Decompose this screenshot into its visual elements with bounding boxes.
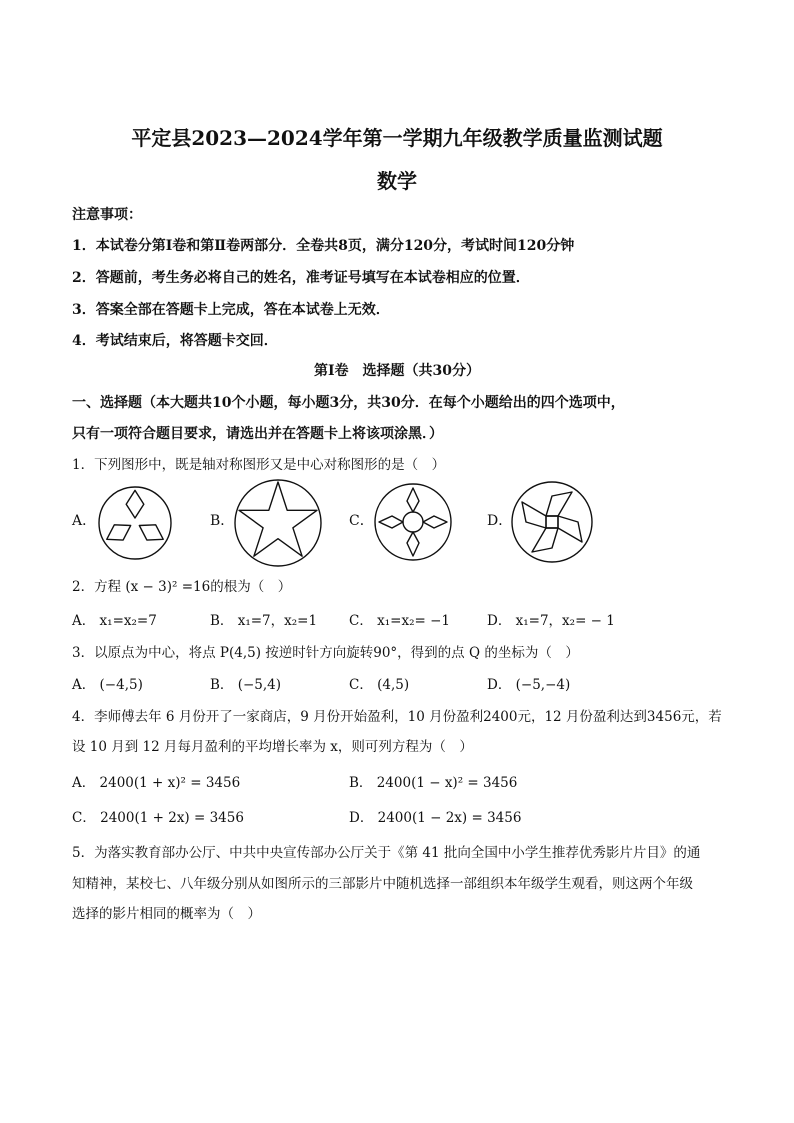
q4-stem-line1: 4．李师傅去年 6 月份开了一家商店，9 月份开始盈利，10 月份盈利2400元，12 月份盈利达到3456元，若	[72, 709, 722, 725]
q3-option-b: B． (−5,4)	[210, 677, 282, 693]
q1-figure-c-four-rhombus-icon	[373, 482, 453, 562]
q5-stem-line2: 知精神，某校七、八年级分别从如图所示的三部影片中随机选择一部组织本年级学生观看，则这两个年级	[72, 876, 693, 892]
notes-heading: 注意事项：	[72, 207, 142, 223]
q3-option-c: C． (4,5)	[349, 677, 410, 693]
q4-option-a: A． 2400(1 + x)² = 3456	[72, 775, 241, 791]
q1-option-a-label: A．	[72, 513, 97, 529]
q5-stem-line1: 5．为落实教育部办公厅、中共中央宣传部办公厅关于《第 41 批向全国中小学生推荐优秀影片片目》的通	[72, 845, 701, 861]
q4-option-d: D． 2400(1 − 2x) = 3456	[349, 810, 522, 826]
q2-option-c: C． x₁=x₂= −1	[349, 613, 450, 629]
q4-option-c: C． 2400(1 + 2x) = 3456	[72, 810, 244, 826]
q5-stem-line3: 选择的影片相同的概率为（ ）	[72, 906, 261, 922]
q1-option-d-label: D．	[487, 513, 513, 529]
q1-option-c-label: C．	[349, 513, 374, 529]
subject-title: 数学	[377, 169, 417, 193]
note-item-1: 1．本试卷分第Ⅰ卷和第Ⅱ卷两部分．全卷共8页，满分120分，考试时间120分钟	[72, 238, 575, 254]
section-instructions-line2: 只有一项符合题目要求，请选出并在答题卡上将该项涂黑．）	[72, 426, 443, 442]
part1-heading: 第Ⅰ卷 选择题（共30分）	[313, 363, 481, 379]
q3-option-a: A． (−4,5)	[72, 677, 143, 693]
q3-stem: 3．以原点为中心，将点 P(4,5) 按逆时针方向旋转90°，得到的点 Q 的坐标为（ ）	[72, 645, 579, 661]
q4-stem-line2: 设 10 月到 12 月每月盈利的平均增长率为 x，则可列方程为（ ）	[72, 739, 473, 755]
q1-option-b-label: B．	[210, 513, 235, 529]
q2-option-a: A． x₁=x₂=7	[72, 613, 157, 629]
q2-stem: 2．方程 (x − 3)² =16的根为（ ）	[72, 579, 292, 595]
q1-figure-a-three-rhombus-icon	[97, 485, 173, 561]
note-item-3: 3．答案全部在答题卡上完成，答在本试卷上无效．	[72, 302, 390, 318]
q1-stem: 1．下列图形中，既是轴对称图形又是中心对称图形的是（ ）	[72, 457, 446, 473]
q2-option-b: B． x₁=7，x₂=1	[210, 613, 318, 629]
section-instructions-line1: 一、选择题（本大题共10个小题，每小题3分，共30分．在每个小题给出的四个选项中，	[72, 395, 625, 411]
note-item-4: 4．考试结束后，将答题卡交回．	[72, 333, 278, 349]
q2-option-d: D． x₁=7，x₂= − 1	[487, 613, 615, 629]
q1-figure-b-star-icon	[233, 478, 323, 568]
note-item-2: 2．答题前，考生务必将自己的姓名，准考证号填写在本试卷相应的位置．	[72, 270, 530, 286]
q4-option-b: B． 2400(1 − x)² = 3456	[349, 775, 518, 791]
q1-figure-d-pinwheel-icon	[510, 480, 594, 564]
page-title: 平定县2023—2024学年第一学期九年级教学质量监测试题	[131, 126, 663, 150]
q3-option-d: D． (−5,−4)	[487, 677, 571, 693]
